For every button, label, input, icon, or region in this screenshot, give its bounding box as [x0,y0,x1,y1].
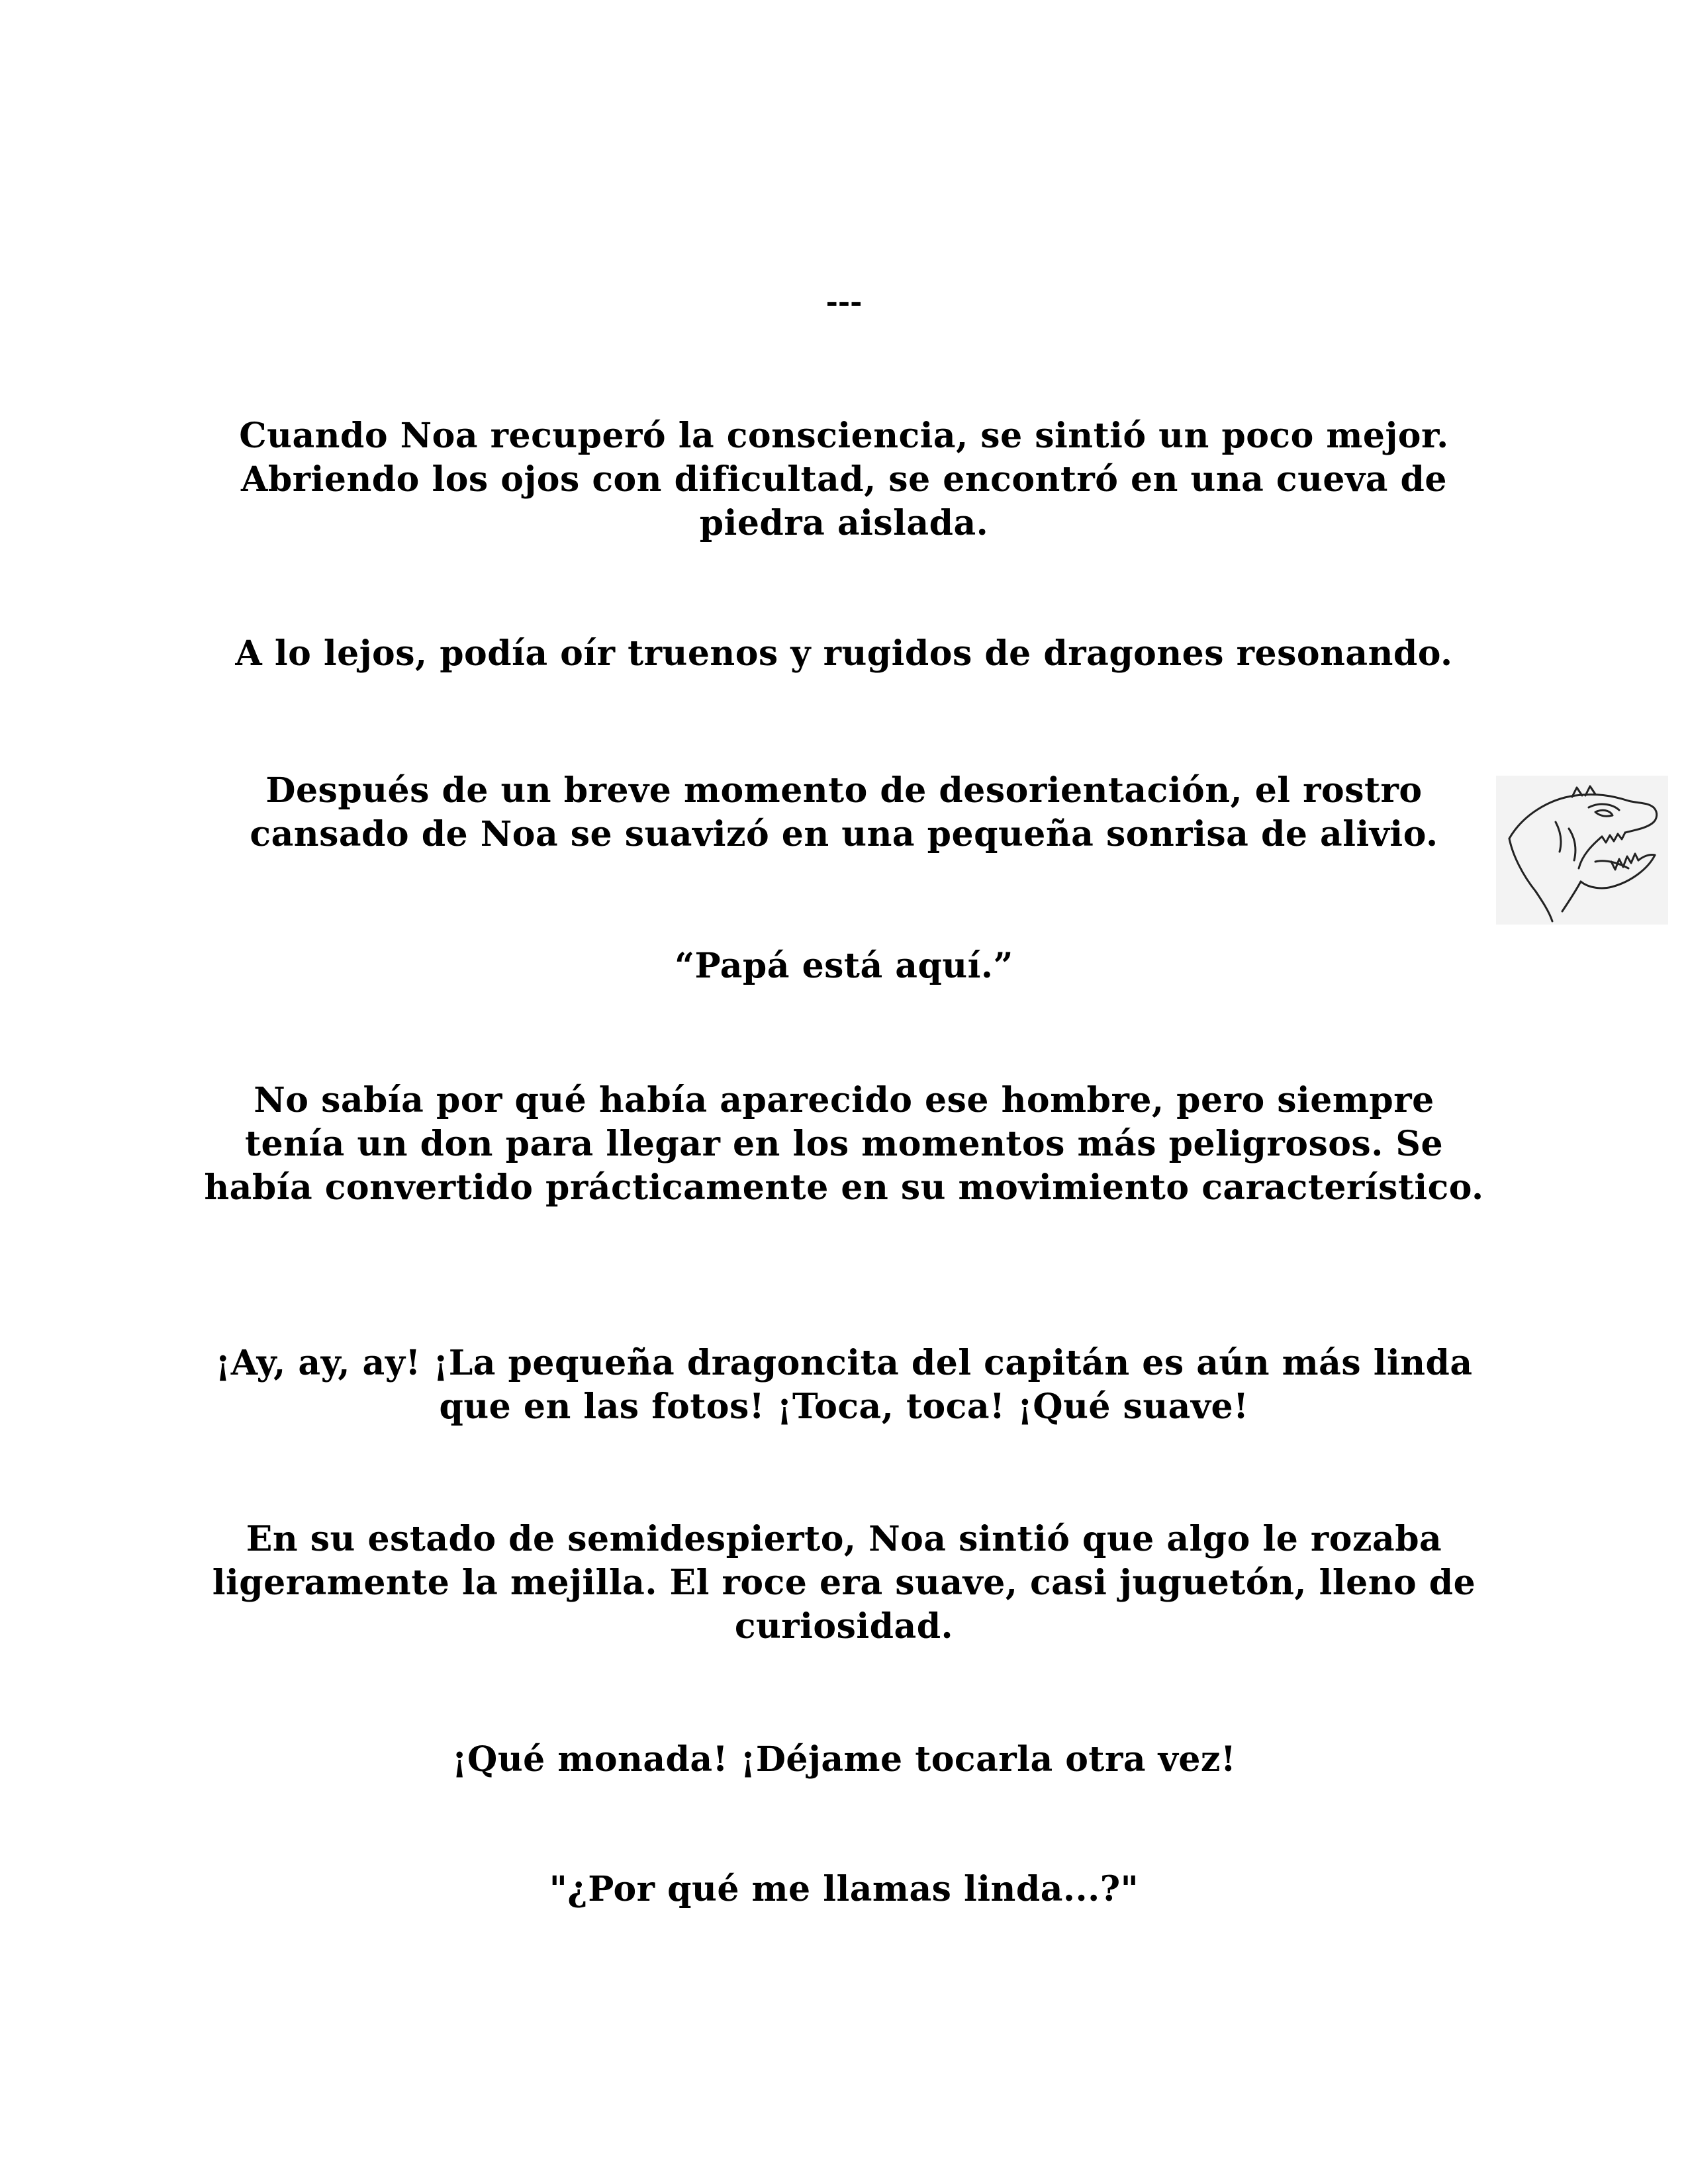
section-divider: --- [825,285,863,319]
paragraph-1: Cuando Noa recuperó la consciencia, se sintió un poco mejor. Abriendo los ojos con dificultad, se encontró en una cueva de piedra aislada. [239,416,1449,543]
paragraph-4-dialogue: “Papá está aquí.” [675,946,1013,986]
paragraph-3: Después de un breve momento de desorientación, el rostro cansado de Noa se suavizó en una pequeña sonrisa de alivio. [250,770,1438,854]
dragon-head-sketch-icon [1496,776,1668,925]
paragraph-9-dialogue: "¿Por qué me llamas linda...?" [549,1869,1139,1909]
paragraph-7: En su estado de semidespierto, Noa sintió que algo le rozaba ligeramente la mejilla. El roce era suave, casi juguetón, lleno de curiosidad. [212,1519,1476,1647]
paragraph-6: ¡Ay, ay, ay! ¡La pequeña dragoncita del capitán es aún más linda que en las fotos! ¡Toca, toca! ¡Qué suave! [215,1343,1473,1427]
paragraph-8: ¡Qué monada! ¡Déjame tocarla otra vez! [451,1739,1237,1780]
paragraph-2: A lo lejos, podía oír truenos y rugidos de dragones resonando. [235,633,1453,674]
paragraph-5: No sabía por qué había aparecido ese hombre, pero siempre tenía un don para llegar en los momentos más peligrosos. Se había convertido prácticamente en su movimiento característico. [204,1080,1484,1208]
